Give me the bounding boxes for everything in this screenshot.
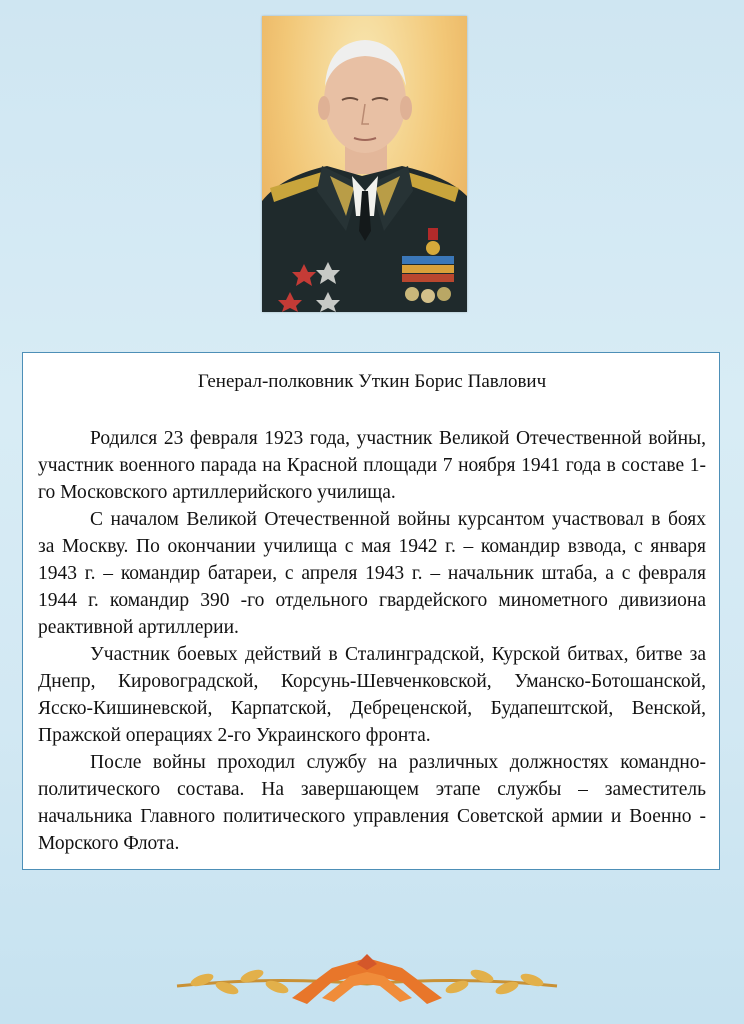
biography-title: Генерал-полковник Уткин Борис Павлович: [197, 371, 547, 392]
portrait-photo: [262, 16, 467, 312]
laurel-ribbon-icon: [172, 946, 562, 1012]
paragraph-birth: Родился 23 февраля 1923 года, участник Великой Отечественной войны, участник военного парада на Красной площади 7 ноября 1941 года в составе 1-го Московского артиллерийского училища.: [38, 428, 706, 503]
portrait-illustration: [262, 16, 467, 312]
paragraph-operations: Участник боевых действий в Сталинградской, Курской битвах, битве за Днепр, Кировоградской, Корсунь-Шевченковской, Уманско-Ботошанской, Яcско-Кишиневской, Карпатской, Дебреценской, Будапештской, Венской, Пражской операциях 2-го Украинского фронта.: [38, 644, 706, 746]
paragraph-war-service: С началом Великой Отечественной войны курсантом участвовал в боях за Москву. По окончании училища с мая 1942 г. – командир взвода, с января 1943 г. – командир батареи, с апреля 1943 г. – начальник штаба, а с февраля 1944 г. командир 390 -го отдельного гвардейского минометного дивизиона реактивной артиллерии.: [38, 509, 706, 638]
laurel-ribbon-emblem: [172, 946, 562, 1012]
biography-box: [22, 352, 720, 870]
paragraph-postwar: После войны проходил службу на различных должностях командно-политического состава. На завершающем этапе службы – заместитель начальника Главного политического управления Советской армии и Военно - Морского Флота.: [38, 752, 706, 854]
biography-text: [38, 425, 706, 857]
